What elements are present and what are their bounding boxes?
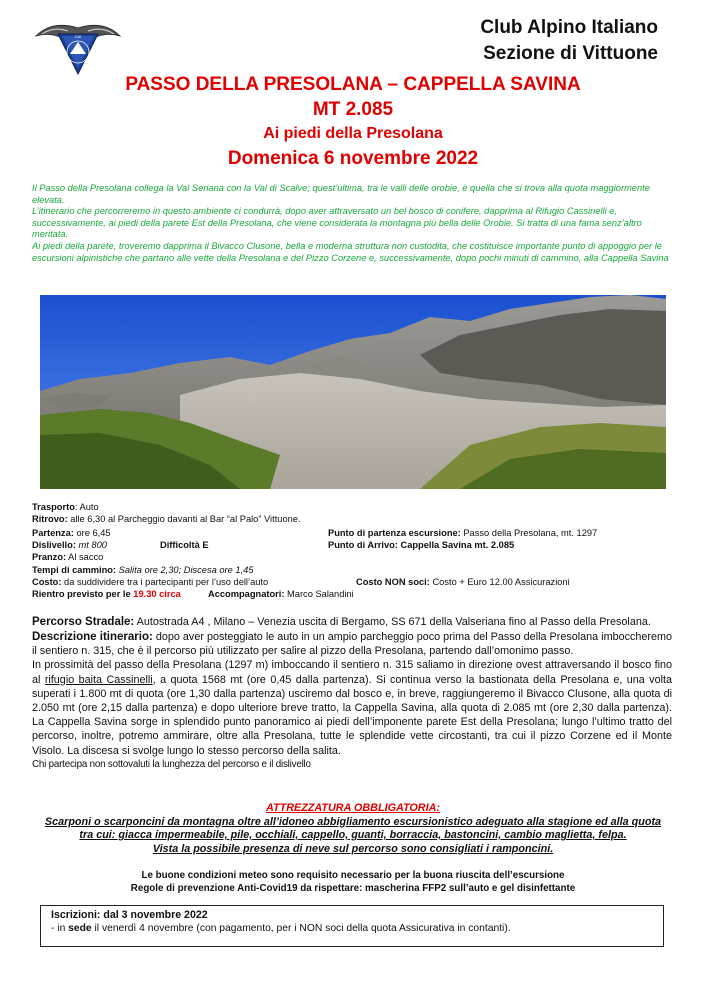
- info-punto-partenza: Punto di partenza escursione: Passo della Presolana, mt. 1297: [328, 528, 598, 538]
- intro-text: [32, 183, 672, 264]
- intro-paragraph: Il Passo della Presolana collega la Val Seriana con la Val di Scalve; quest’ultima, tra le valli delle orobie, è quella che si trova alla quota maggiormente elevata.: [32, 183, 650, 205]
- percorso-stradale: Percorso Stradale: Autostrada A4 , Milano – Venezia uscita di Bergamo, SS 671 della Valseriana fino al Passo della Presolana.: [32, 616, 651, 628]
- cai-logo: [34, 14, 122, 76]
- iscrizioni-detail: - in sede il venerdì 4 novembre (con pagamento, per i NON soci della quota Assicurativa in contanti).: [51, 923, 511, 934]
- iscrizioni-title: Iscrizioni: dal 3 novembre 2022: [51, 909, 208, 921]
- info-costo-nonsoci: Costo NON soci: Costo + Euro 12.00 Assicurazioni: [356, 577, 570, 587]
- info-ritrovo: Ritrovo: alle 6,30 al Parcheggio davanti al Bar “al Palo” Vittuone.: [32, 514, 301, 524]
- info-accompagnatori: Accompagnatori: Marco Salandini: [208, 589, 354, 599]
- intro-paragraph: Ai piedi della parete, troveremo dapprima il Bivacco Clusone, bella e moderna struttura non custodita, che costituisce importante punto di appoggio per le escursioni alpinistiche che partano alle vette della Presolana e del Pizzo Corzene e, successivamente, dopo pochi minuti di cammino, alla Cappella Savina: [32, 240, 669, 263]
- mountain-photo: [40, 295, 666, 489]
- rifugio-link[interactable]: rifugio baita Cassinelli: [44, 673, 153, 686]
- attrezzatura-title: ATTREZZATURA OBBLIGATORIA:: [266, 802, 440, 814]
- intro-paragraph: L’itinerario che percorreremo in questo ambiente ci condurrà, dopo aver attraversato un bel bosco di conifere, dapprima al Rifugio Cassinelli e, successivamente, ai piedi della parete Est della Presolana, che viene considerata la montagna più bella delle Orobie. Si tratta di una fama senz’altro meritata.: [32, 206, 642, 240]
- meteo-note: Le buone condizioni meteo sono requisito necessario per la buona riuscita dell’escursione: [141, 870, 565, 881]
- event-title: PASSO DELLA PRESOLANA – CAPPELLA SAVINA: [125, 74, 581, 95]
- info-punto-arrivo: Punto di Arrivo: Cappella Savina mt. 2.085: [328, 540, 515, 550]
- org-section: Sezione di Vittuone: [483, 43, 658, 64]
- event-date: Domenica 6 novembre 2022: [227, 148, 479, 169]
- svg-text:CAI: CAI: [74, 34, 82, 39]
- org-name: Club Alpino Italiano: [480, 17, 658, 38]
- event-altitude: MT 2.085: [312, 99, 394, 120]
- event-subtitle: Ai piedi della Presolana: [263, 125, 443, 142]
- info-rientro: Rientro previsto per le 19.30 circa: [32, 589, 181, 599]
- info-dislivello: Dislivello: mt 800: [32, 540, 107, 550]
- info-tempi: Tempi di cammino: Salita ore 2,30; Discesa ore 1,45: [32, 565, 254, 575]
- info-trasporto: Trasporto: Auto: [32, 502, 99, 512]
- iscrizioni-box: [40, 905, 664, 947]
- covid-note: Regole di prevenzione Anti-Covid19 da rispettare: mascherina FFP2 sull’auto e gel disinfettante: [130, 883, 576, 894]
- info-pranzo: Pranzo: Al sacco: [32, 552, 104, 562]
- attrezzatura-block: ATTREZZATURA OBBLIGATORIA: Scarponi o scarponcini da montagna oltre all’idoneo abbigliamento escursionistico adeguato alla stagione ed alla quota tra cui: giacca impermeabile, pile, occhiali, cappello, guanti, borraccia, bastoncini, cambio maglietta, felpa. Vista la possibile presenza di neve sul percorso sono consigliati i ramponcini.: [30, 802, 676, 856]
- info-partenza: Partenza: ore 6,45: [32, 528, 111, 538]
- info-costo: Costo: da suddividere tra i partecipanti per l’uso dell’auto: [32, 577, 269, 587]
- info-difficolta: Difficoltà E: [160, 540, 209, 550]
- descrizione-itinerario: Descrizione itinerario: dopo aver posteggiato le auto in un ampio parcheggio poco prima del Passo della Presolana imboccheremo il sentiero n. 315, che è il percorso più utilizzato per salire al pizzo della Presolana, partendo dall’omonimo passo. In prossimità del passo della Presolana (1297 m) imboccando il sentiero n. 315 saliamo in direzione ovest attraversando il bosco fino al rifugio baita Cassinelli, a quota 1568 mt (ore 0,45 dalla partenza). Si continua verso la bastionata della Presolana e, una volta superati i 1.800 mt di quota (ore 1,30 dalla partenza) usciremo dal bosco e, in breve, raggiungeremo il Bivacco Clusone, alla quota di 2.050 mt (ore 2,15 dalla partenza) e dopo ulteriore breve tratto, la Cappella Savina, alla quota di 2.085 mt (ore 2,30 dalla partenza). La Cappella Savina sorge in splendido punto panoramico ai piedi dell’imponente parete Est della Presolana; lungo l’ultimo tratto del percorso, inoltre, potremo ammirare, oltre alla Presolana, tutte le splendide vette circostanti, tra cui il pizzo Corzene ed il Monte Visolo. La discesa si svolge lungo lo stesso percorso della salita. Chi partecipa non sottovaluti la lunghezza del percorso e il dislivello: [32, 631, 672, 770]
